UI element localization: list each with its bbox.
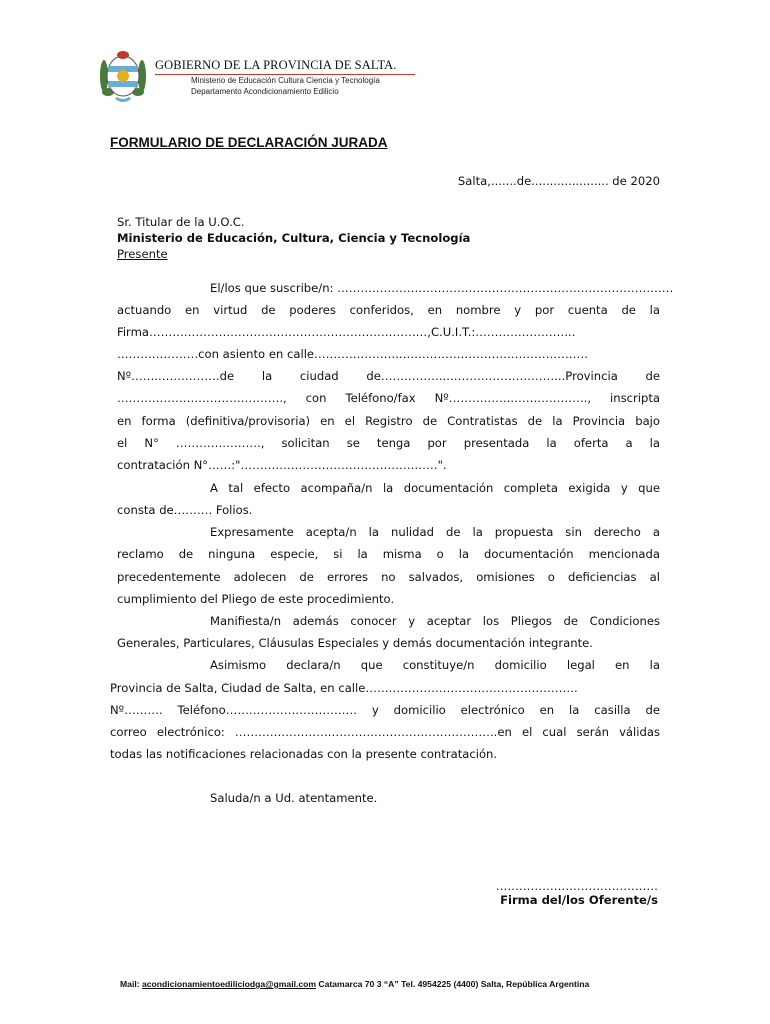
body-line: precedentemente adolecen de errores no salvados, omisiones o deficiencias al	[117, 570, 660, 584]
header-rule	[155, 74, 415, 75]
body-line: A tal efecto acompaña/n la documentación completa exigida y que	[210, 481, 660, 495]
body-line: Generales, Particulares, Cláusulas Especiales y demás documentación integrante.	[117, 636, 593, 650]
body-line: Provincia de Salta, Ciudad de Salta, en calle……………………………………………….	[110, 681, 578, 695]
signature-label: Firma del/los Oferente/s	[500, 893, 658, 907]
province-seal-icon	[98, 48, 148, 104]
body-line: contratación N°……:"……………………………………………".	[117, 458, 447, 472]
date-line: Salta,.......de..................... de 2020	[457, 174, 660, 188]
department-name: Departamento Acondicionamiento Edilicio	[191, 87, 339, 96]
body-line: el N° …………………., solicitan se tenga por presentada la oferta a la	[117, 436, 660, 450]
body-line: en forma (definitiva/provisoria) en el Registro de Contratistas de la Provincia bajo	[117, 414, 660, 428]
addressee-line-3: Presente	[117, 247, 168, 261]
body-line: cumplimiento del Pliego de este procedimiento.	[117, 592, 395, 606]
signature-line: ……………………………………	[495, 879, 658, 893]
footer-email-link[interactable]: acondicionamientoediliciodga@gmail.com	[141, 979, 317, 989]
body-line: Manifiesta/n además conocer y aceptar los Pliegos de Condiciones	[210, 614, 660, 628]
body-line: Nº………. Teléfono……………………………. y domicilio electrónico en la casilla de	[110, 703, 660, 717]
footer-mail-label: Mail:	[120, 979, 142, 989]
body-line: todas las notificaciones relacionadas con la presente contratación.	[110, 747, 498, 761]
body-line: El/los que suscribe/n: ……………………………………………………………………………	[210, 281, 674, 295]
body-line: Nº……..……………de la ciudad de……………...………………………...Provincia de	[117, 369, 660, 383]
footer	[120, 979, 589, 989]
form-title: FORMULARIO DE DECLARACIÓN JURADA	[110, 135, 388, 150]
body-line: correo electrónico: …………………………………………………………..en el cual serán válidas	[110, 725, 660, 739]
addressee-line-2: Ministerio de Educación, Cultura, Ciencia y Tecnología	[117, 231, 471, 245]
closing: Saluda/n a Ud. atentamente.	[210, 791, 378, 805]
addressee-line-1: Sr. Titular de la U.O.C.	[117, 215, 245, 229]
footer-address: Catamarca 70 3 “A” Tel. 4954225 (4400) Salta, República Argentina	[316, 979, 590, 989]
body-line: Firma………………………………………………………………,C.U.I.T.:……………………..	[117, 325, 576, 339]
ministry-name: Ministerio de Educación Cultura Ciencia y Tecnología	[191, 76, 380, 85]
body-line: Asimismo declara/n que constituye/n domicilio legal en la	[210, 658, 660, 672]
body-line: …………………con asiento en calle…………………..…………………………………………	[117, 347, 589, 361]
government-title: GOBIERNO DE LA PROVINCIA DE SALTA.	[155, 58, 397, 72]
body-line: consta de………. Folios.	[117, 503, 253, 517]
body-line: actuando en virtud de poderes conferidos, en nombre y por cuenta de la	[117, 303, 660, 317]
body-line: Expresamente acepta/n la nulidad de la propuesta sin derecho a	[210, 525, 660, 539]
body-line: ……………………………………., con Teléfono/fax Nº……………..………………., inscripta	[117, 391, 660, 405]
body-line: reclamo de ninguna especie, si la misma o la documentación mencionada	[117, 547, 660, 561]
